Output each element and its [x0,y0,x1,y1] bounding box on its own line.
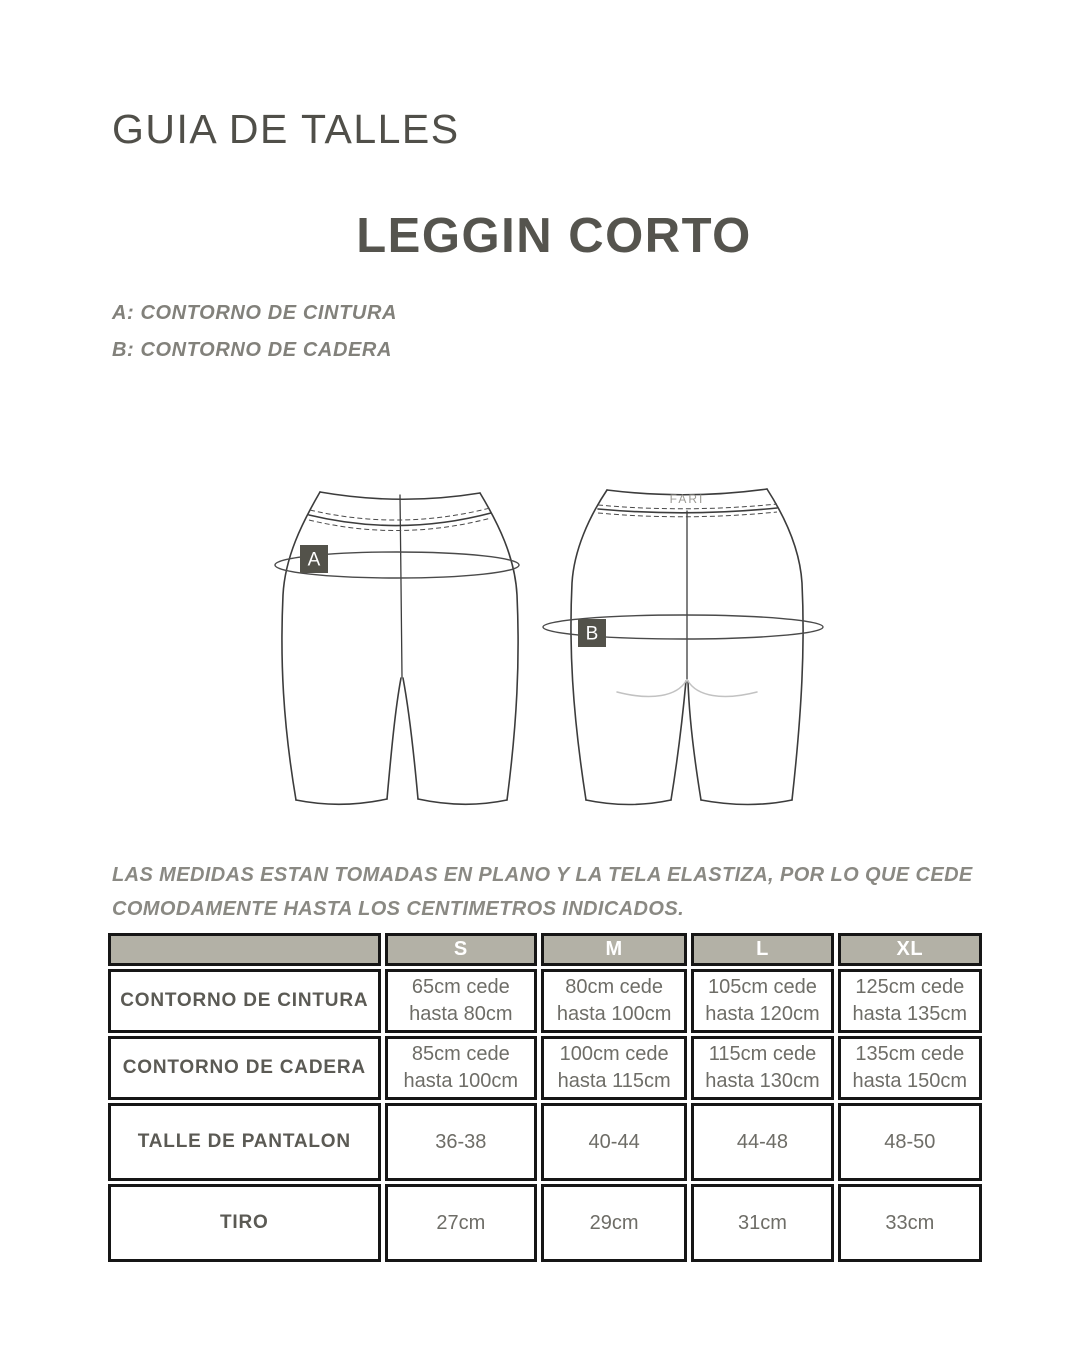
product-title: LEGGIN CORTO [356,209,752,263]
size-col-l: L [691,933,833,966]
row-label: CONTORNO DE CADERA [108,1036,381,1100]
waistband-brand-label: FARI [669,492,705,506]
legend-item-b: B: CONTORNO DE CADERA [112,339,393,361]
cell-value: 33cm [838,1184,982,1262]
cell-value: 31cm [691,1184,833,1262]
size-table-header-row [108,933,982,966]
size-col-s: S [385,933,537,966]
table-row-tiro [108,1184,982,1262]
cell-value: 65cm cede hasta 80cm [385,969,537,1033]
cell-value: 29cm [541,1184,687,1262]
size-table [104,930,986,1265]
row-label: TALLE DE PANTALON [108,1103,381,1181]
page-title: GUIA DE TALLES [112,106,460,152]
size-col-xl: XL [838,933,982,966]
cell-value: 105cm cede hasta 120cm [691,969,833,1033]
cell-value: 115cm cede hasta 130cm [691,1036,833,1100]
table-row-talle [108,1103,982,1181]
cell-value: 125cm cede hasta 135cm [838,969,982,1033]
legend-item-a: A: CONTORNO DE CINTURA [112,302,398,324]
size-table-corner-cell [108,933,381,966]
size-col-m: M [541,933,687,966]
cell-value: 100cm cede hasta 115cm [541,1036,687,1100]
table-row-cintura [108,969,982,1033]
marker-a-label: A [307,549,321,571]
cell-value: 40-44 [541,1103,687,1181]
table-row-cadera [108,1036,982,1100]
row-label: TIRO [108,1184,381,1262]
cell-value: 135cm cede hasta 150cm [838,1036,982,1100]
cell-value: 80cm cede hasta 100cm [541,969,687,1033]
cell-value: 44-48 [691,1103,833,1181]
shorts-front-view [275,492,519,804]
cell-value: 27cm [385,1184,537,1262]
measurement-note: LAS MEDIDAS ESTAN TOMADAS EN PLANO Y LA TELA ELASTIZA, POR LO QUE CEDE COMODAMENTE HASTA LOS CENTIMETROS INDICADOS. [112,864,973,920]
marker-b-label: B [585,623,599,645]
shorts-diagram [240,455,860,855]
measure-legend [112,302,397,376]
shorts-back-view [543,489,823,805]
cell-value: 85cm cede hasta 100cm [385,1036,537,1100]
row-label: CONTORNO DE CINTURA [108,969,381,1033]
cell-value: 48-50 [838,1103,982,1181]
cell-value: 36-38 [385,1103,537,1181]
